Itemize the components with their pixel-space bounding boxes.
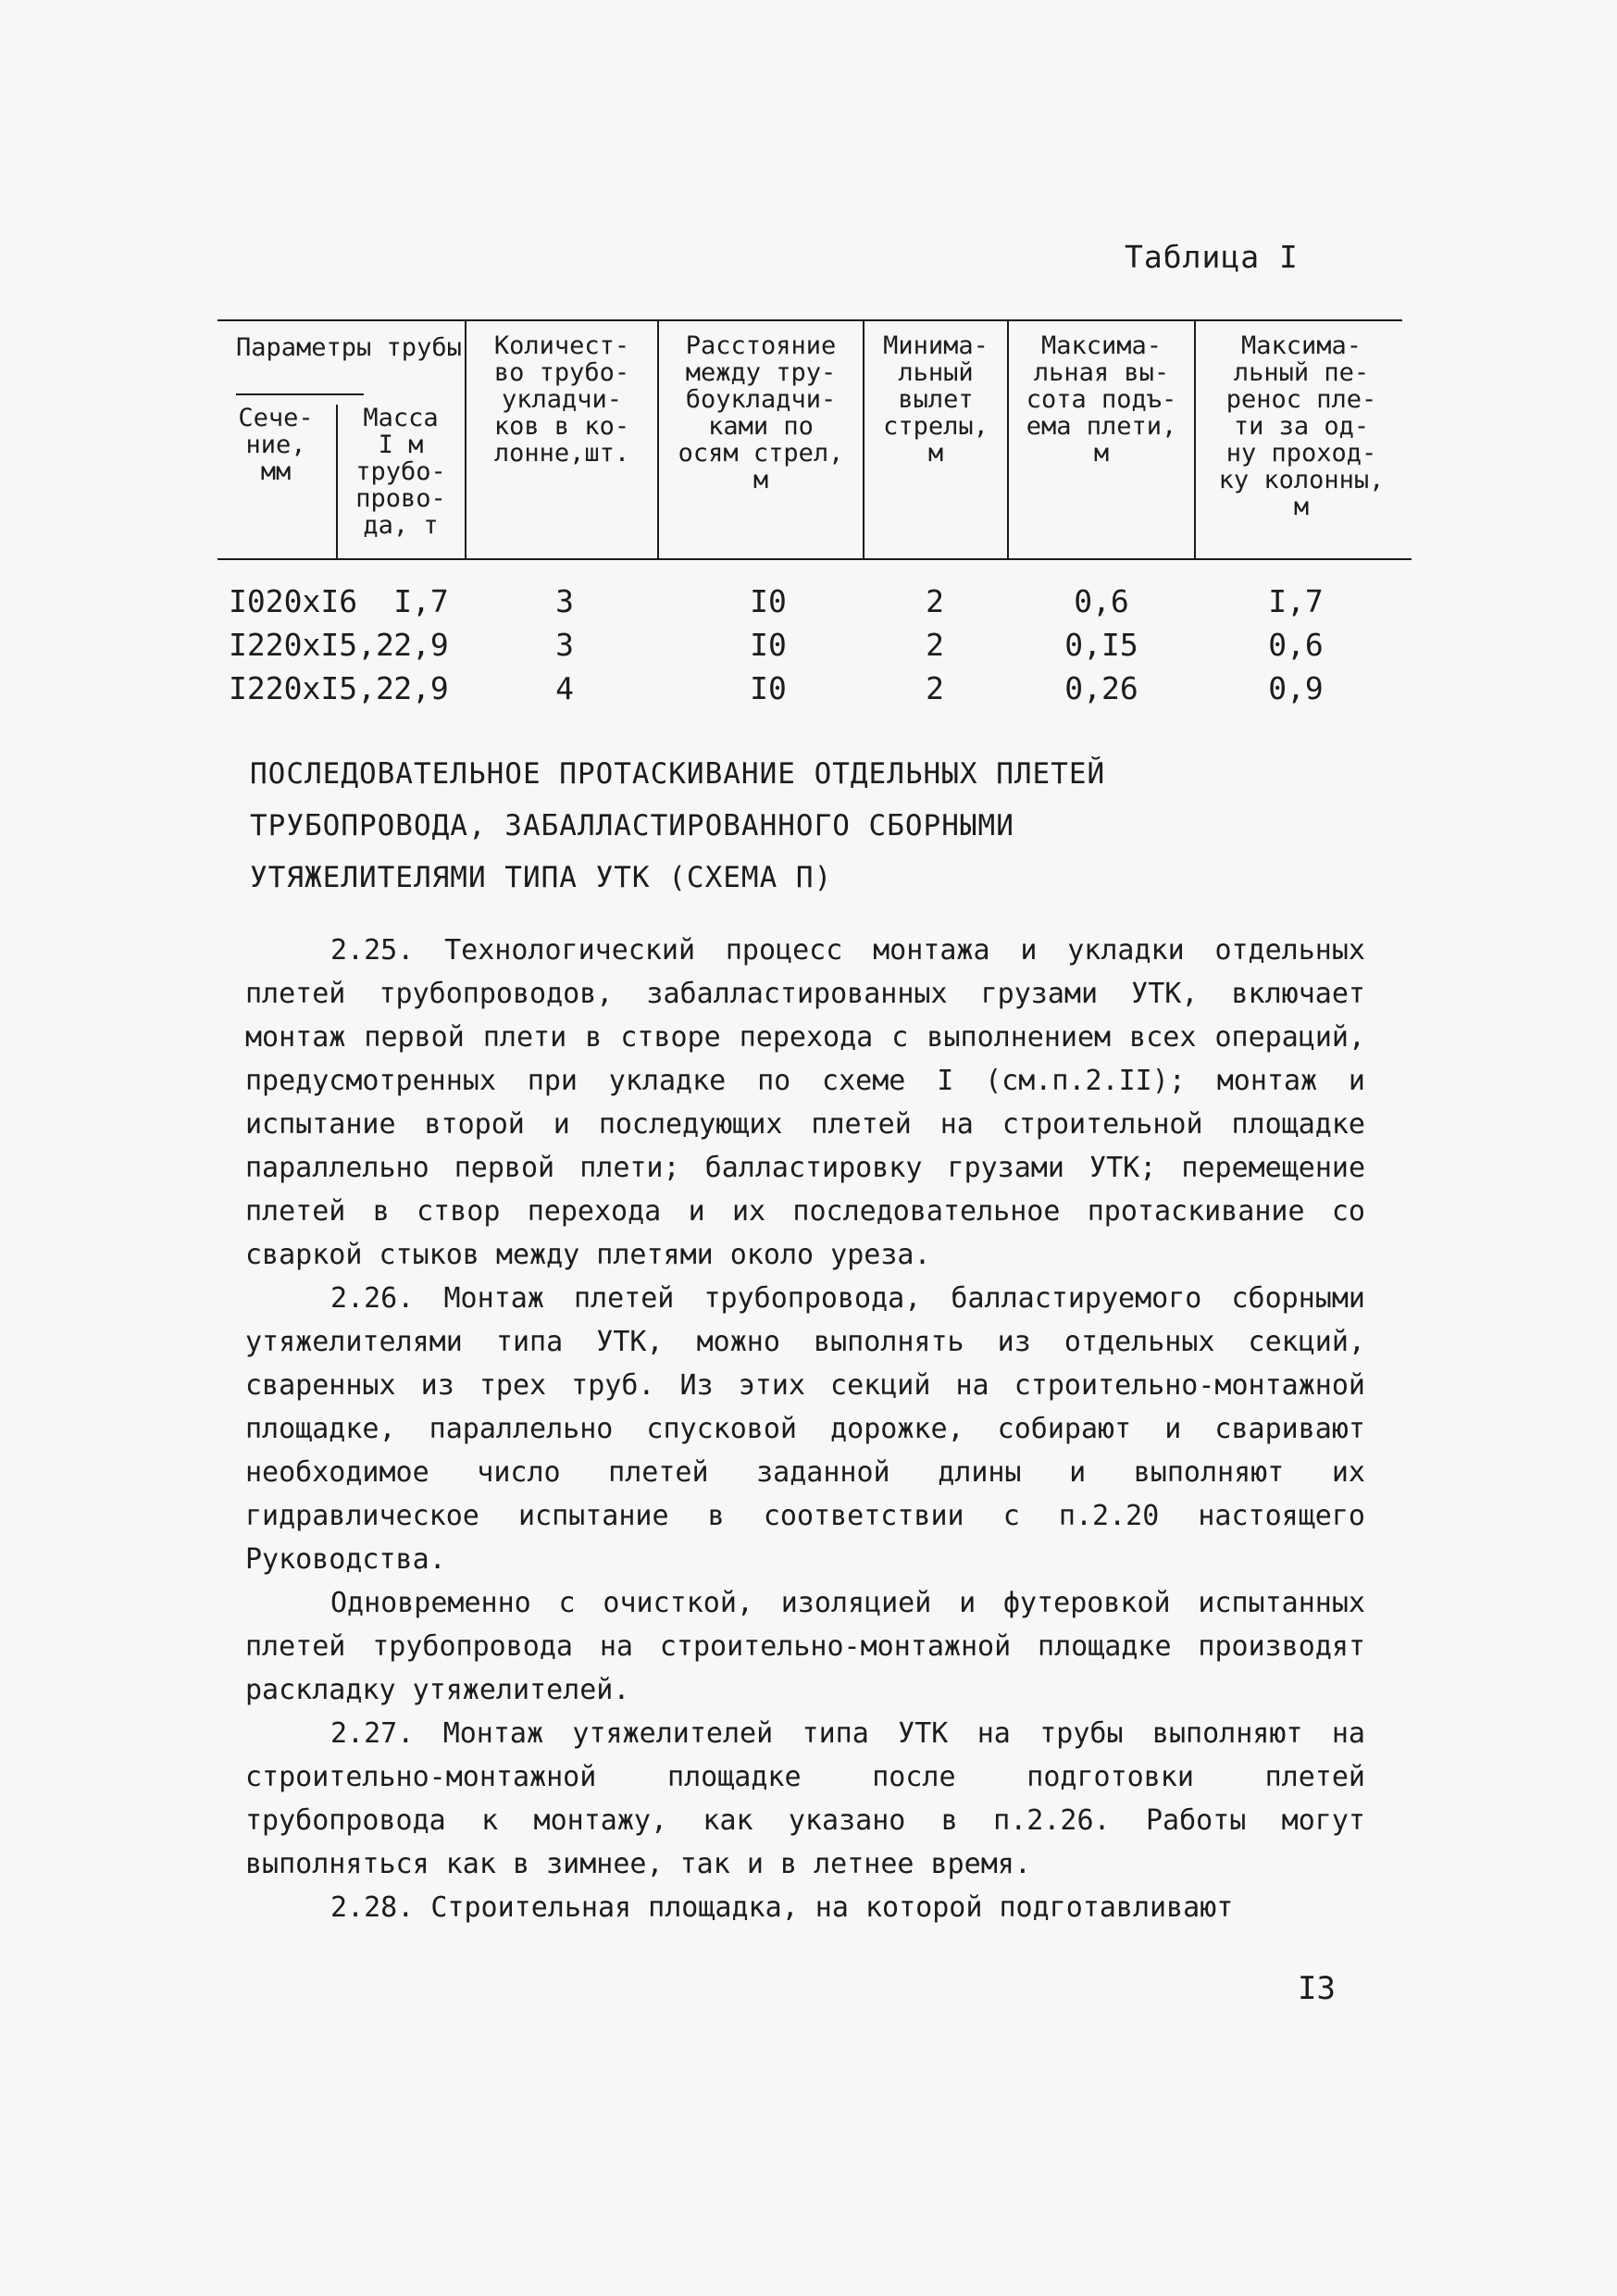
header-min-reach: Минима- льный вылет стрелы, м: [883, 331, 989, 468]
cell-max-transfer: 0,6: [1268, 627, 1324, 663]
params-group-rule: [236, 393, 364, 395]
cell-distance: I0: [750, 627, 787, 663]
paragraph-2-25: 2.25. Технологический процесс монтажа и укладки отдельных плетей трубопроводов, забалластированных грузами УТК, включает монтаж первой плети в створе перехода с выполнением всех операций, предусмотренных при укладке по схеме I (см.п.2.II); монтаж и испытание второй и последующих плетей на строительной площадке параллельно первой плети; балластировку грузами УТК; перемещение плетей в створ перехода и их последовательное протаскивание со сваркой стыков между плетями около уреза.: [245, 934, 1365, 1271]
col-divider: [1007, 319, 1009, 558]
table-caption: Таблица I: [1125, 239, 1299, 275]
paragraph-2-27: 2.27. Монтаж утяжелителей типа УТК на трубы выполняют на строительно-монтажной площадке после подготовки плетей трубопровода к монтажу, как указано в п.2.26. Работы могут выполняться как в зимнее, так и в летнее время.: [245, 1717, 1365, 1880]
cell-min-reach: 2: [926, 627, 944, 663]
heading-line: ПОСЛЕДОВАТЕЛЬНОЕ ПРОТАСКИВАНИЕ ОТДЕЛЬНЫХ ПЛЕТЕЙ: [250, 757, 1106, 791]
cell-distance: I0: [750, 583, 787, 619]
col-divider: [863, 319, 864, 558]
cell-mass: 2,9: [393, 670, 449, 706]
table-row: [218, 670, 1412, 713]
paragraph-2-26-continued: Одновременно с очисткой, изоляцией и футеровкой испытанных плетей трубопровода на строительно-монтажной площадке производят раскладку утяжелителей.: [245, 1587, 1365, 1706]
header-mass: Масса I м трубо- прово- да, т: [355, 404, 446, 540]
paragraph-2-28: 2.28. Строительная площадка, на которой подготавливают: [330, 1891, 1234, 1924]
cell-distance: I0: [750, 670, 787, 706]
cell-section: I220xI5,2: [229, 670, 394, 706]
table-header-rule: [218, 558, 1412, 560]
section-heading: [250, 748, 1407, 904]
cell-count: 3: [555, 583, 574, 619]
cell-section: I220xI5,2: [229, 627, 394, 663]
cell-max-height: 0,I5: [1064, 627, 1138, 663]
parameters-table: [218, 319, 1402, 565]
page-number: I3: [1298, 1970, 1336, 2007]
col-divider: [1194, 319, 1196, 558]
header-max-transfer: Максима- льный пе- ренос пле- ти за од- ну проход- ку колонны, м: [1218, 331, 1385, 521]
cell-max-height: 0,26: [1064, 670, 1138, 706]
header-count: Количест- во трубо- укладчи- ков в ко- лонне,шт.: [493, 331, 630, 468]
cell-section: I020xI6: [229, 583, 358, 619]
header-max-height: Максима- льная вы- сота подъ- ема плети, м: [1026, 331, 1177, 468]
cell-max-transfer: 0,9: [1268, 670, 1324, 706]
cell-count: 4: [555, 670, 574, 706]
cell-max-height: 0,6: [1074, 583, 1129, 619]
body-text: [245, 929, 1365, 1929]
cell-min-reach: 2: [926, 583, 944, 619]
header-params-group: Параметры трубы: [236, 333, 462, 362]
cell-max-transfer: I,7: [1268, 583, 1324, 619]
cell-count: 3: [555, 627, 574, 663]
table-row: [218, 583, 1412, 626]
table-row: [218, 627, 1412, 669]
header-distance: Расстояние между тру- боукладчи- ками по осям стрел, м: [678, 331, 844, 494]
col-divider: [657, 319, 659, 558]
paragraph-2-26: 2.26. Монтаж плетей трубопровода, балластируемого сборными утяжелителями типа УТК, можно выполнять из отдельных секций, сваренных из трех труб. Из этих секций на строительно-монтажной площадке, параллельно спусковой дорожке, собирают и сваривают необходимое число плетей заданной длины и выполняют их гидравлическое испытание в соответствии с п.2.20 настоящего Руководства.: [245, 1282, 1365, 1576]
cell-min-reach: 2: [926, 670, 944, 706]
header-section: Сече- ние, мм: [238, 404, 314, 486]
cell-mass: I,7: [393, 583, 449, 619]
heading-line: УТЯЖЕЛИТЕЛЯМИ ТИПА УТК (СХЕМА П): [250, 861, 833, 894]
cell-mass: 2,9: [393, 627, 449, 663]
heading-line: ТРУБОПРОВОДА, ЗАБАЛЛАСТИРОВАННОГО СБОРНЫМИ: [250, 809, 1014, 842]
table-top-rule: [218, 319, 1402, 321]
